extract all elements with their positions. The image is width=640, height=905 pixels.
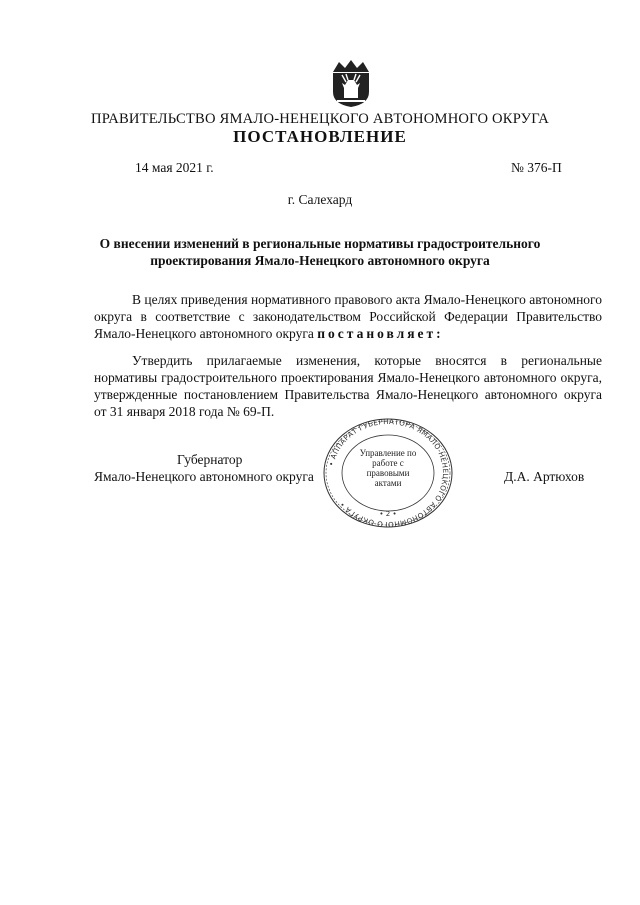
resolution-keyword: постановляет: [317,326,444,341]
stamp-center-text: Управление по работе с правовыми актами [359,448,417,488]
government-title: ПРАВИТЕЛЬСТВО ЯМАЛО-НЕНЕЦКОГО АВТОНОМНОГО ОКРУГА [91,111,549,127]
stamp-ring-text: • АППАРАТ ГУБЕРНАТОРА ЯМАЛО-НЕНЕЦКОГО АВТОНОМНОГО ОКРУГА • [326,417,451,529]
body-paragraph-resolution [94,352,602,420]
signatory-name: Д.А. Артюхов [504,469,585,484]
stamp-number: • 2 • [379,510,397,518]
signatory-organization: Ямало-Ненецкого автономного округа [94,469,314,484]
document-city: г. Салехард [287,192,353,207]
signatory-title: Губернатор [177,452,243,467]
yamal-nenets-coat-of-arms-icon [329,58,373,108]
document-date: 14 мая 2021 г. [135,160,214,175]
document-type: ПОСТАНОВЛЕНИЕ [233,127,407,146]
document-number: № 376-П [511,160,562,175]
body-paragraph-preamble [94,291,602,342]
document-subject: О внесении изменений в региональные нормативы градостроительного проектирования Ямало-Ненецкого автономного округа [99,236,541,268]
preamble-text: В целях приведения нормативного правового акта Ямало-Ненецкого автономного округа в соответствие с законодательством Российской Федерации Правительство Ямало-Ненецкого автономного округа [94,292,602,341]
resolution-text: Утвердить прилагаемые изменения, которые вносятся в региональные нормативы градостроительного проектирования Ямало-Ненецкого автономного округа, утвержденные постановлением Правительства Ямало-Ненецкого автономного округа от 31 января 2018 года № 69-П. [94,353,602,419]
